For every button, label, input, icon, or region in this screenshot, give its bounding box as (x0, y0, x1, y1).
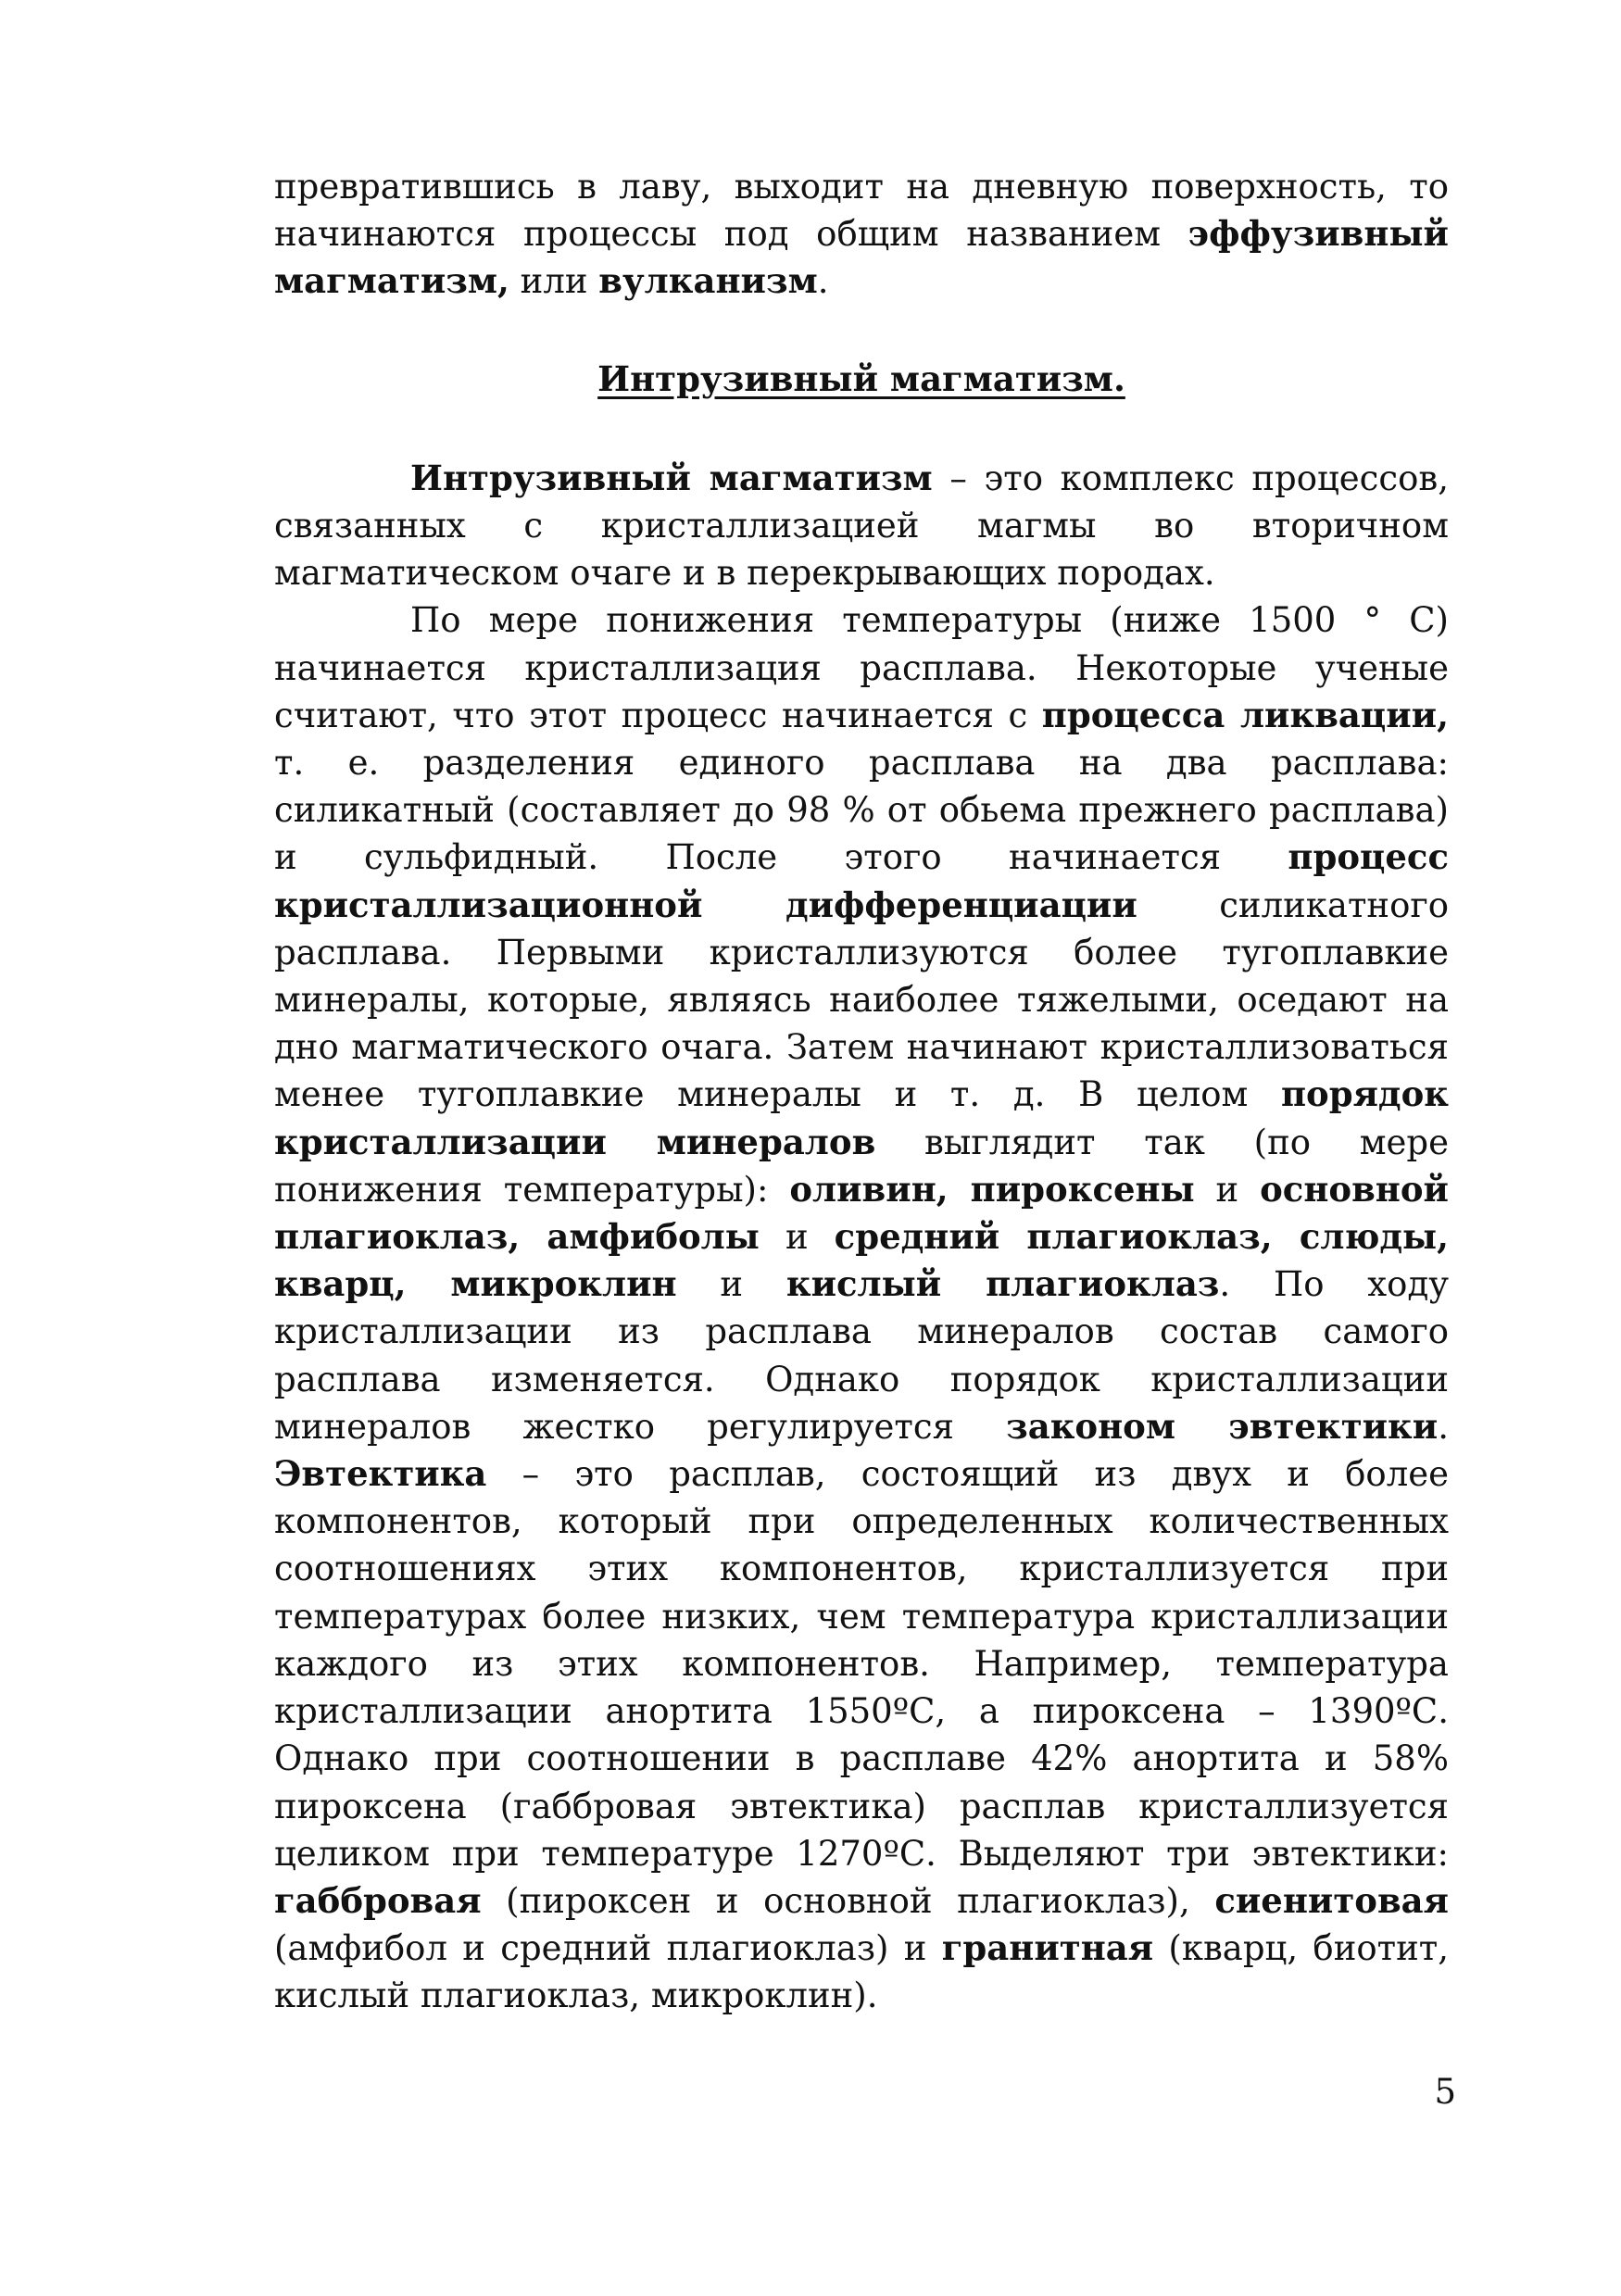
term-granite: гранитная (941, 1927, 1154, 1969)
term-volcanism: вулканизм (598, 260, 818, 302)
term-eutectic: Эвтектика (274, 1453, 487, 1495)
term-syenite: сиенитовая (1214, 1879, 1449, 1921)
definition-paragraph: Интрузивный магматизм – это комплекс процессов, связанных с кристаллизацией магмы во вторичном магматическом очаге и в перекрывающих породах. (274, 457, 1449, 594)
term-liquation: процесса ликвации, (1041, 694, 1449, 735)
term-gabbro: габбровая (274, 1879, 482, 1921)
page-content (274, 163, 1449, 2020)
page-number: 5 (1434, 2072, 1456, 2112)
intro-paragraph: превратившись в лаву, выходит на дневную поверхность, то начинаются процессы под общим названием эффузивный магматизм, или вулканизм. (274, 167, 1449, 302)
section-title: Интрузивный магматизм. (597, 358, 1125, 399)
term-intrusive-magmatism: Интрузивный магматизм (410, 457, 933, 498)
term-differentiation: процесс кристаллизационной дифференциации (274, 836, 1449, 925)
term-eutectic-law: законом эвтектики (1006, 1405, 1439, 1447)
term-crystallization-order: порядок кристаллизации минералов (274, 1073, 1449, 1162)
term-basic-plagioclase: основной плагиоклаз, амфиболы (274, 1168, 1449, 1258)
term-effusive-magmatism: эффузивный магматизм, (274, 213, 1449, 302)
term-acid-plagioclase: кислый плагиоклаз (785, 1263, 1220, 1305)
term-medium-plagioclase: средний плагиоклаз, слюды, кварц, микроклин (274, 1216, 1450, 1305)
crystallization-paragraph: По мере понижения температуры (ниже 1500 ° С) начинается кристаллизация расплава. Некоторые ученые считают, что этот процесс начинается с процесса ликвации, т. е. разделения единого расплава на два расплава: силикатный (составляет до 98 % от обьема прежнего расплава) и сульфидный. После этого начинается процесс кристаллизационной дифференциации силикатного расплава. Первыми кристаллизуются более тугоплавкие минералы, которые, являясь наиболее тяжелыми, оседают на дно магматического очага. Затем начинают кристаллизоваться менее тугоплавкие минералы и т. д. В целом порядок кристаллизации минералов выглядит так (по мере понижения температуры): оливин, пироксены и основной плагиоклаз, амфиболы и средний плагиоклаз, слюды, кварц, микроклин и кислый плагиоклаз. По ходу кристаллизации из расплава минералов состав самого расплава изменяется. Однако порядок кристаллизации минералов жестко регулируется законом эвтектики. Эвтектика – это расплав, состоящий из двух и более компонентов, который при определенных количественных соотношениях этих компонентов, кристаллизуется при температурах более низких, чем температура кристаллизации каждого из этих компонентов. Например, температура кристаллизации анортита 1550ºС, а пироксена – 1390ºС. Однако при соотношении в расплаве 42% анортита и 58% пироксена (габбровая эвтектика) расплав кристаллизуется целиком при температуре 1270ºС. Выделяют три эвтектики: габбровая (пироксен и основной плагиоклаз), сиенитовая (амфибол и средний плагиоклаз) и гранитная (кварц, биотит, кислый плагиоклаз, микроклин). (274, 600, 1450, 2016)
term-olivine-pyroxenes: оливин, пироксены (789, 1168, 1195, 1210)
